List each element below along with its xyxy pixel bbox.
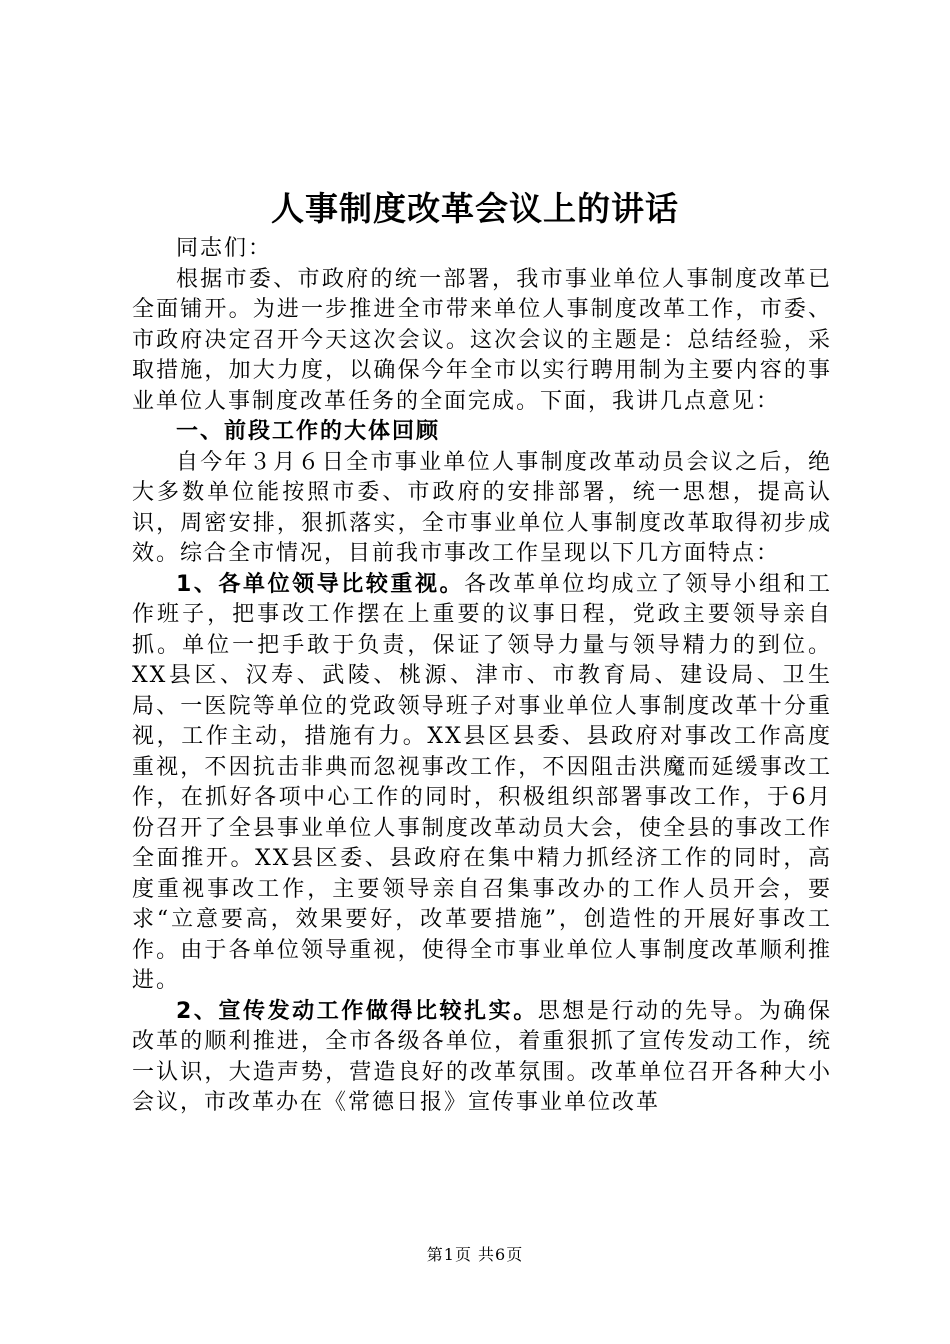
document-title: 人事制度改革会议上的讲话 [271, 189, 679, 228]
point-1-body: 各改革单位均成立了领导小组和工作班子，把事改工作摆在上重要的议事日程，党政主要领导亲自抓。单位一把手敢于负责，保证了领导力量与领导精力的到位。XX县区、汉寿、武陵、桃源、津市、市教育局、建设局、卫生局、一医院等单位的党政领导班子对事业单位人事制度改革十分重视，工作主动，措施有力。XX县区县委、县政府对事改工作高度重视，不因抗击非典而忽视事改工作，不因阻击洪魔而延缓事改工作，在抓好各项中心工作的同时，积极组织部署事改工作，于6月份召开了全县事业单位人事制度改革动员大会，使全县的事改工作全面推开。XX县区委、县政府在集中精力抓经济工作的同时，高度重视事改工作，主要领导亲自召集事改办的工作人员开会，要求“立意要高，效果要好，改革要措施”，创造性的开展好事改工作。由于各单位领导重视，使得全市事业单位人事制度改革顺利推进。 [132, 571, 832, 993]
point-1-lead: 1、各单位领导比较重视。 [176, 571, 465, 597]
document-body [132, 234, 832, 1119]
section-heading: 一、前段工作的大体回顾 [176, 419, 441, 444]
intro-paragraph: 根据市委、市政府的统一部署，我市事业单位人事制度改革已全面铺开。为进一步推进全市带来单位人事制度改革工作，市委、市政府决定召开今天这次会议。这次会议的主题是：总结经验，采取措施，加大力度，以确保今年全市以实行聘用制为主要内容的事业单位人事制度改革任务的全面完成。下面，我讲几点意见： [132, 266, 832, 414]
point-2-body: 思想是行动的先导。为确保改革的顺利推进，全市各级各单位，着重狠抓了宣传发动工作，统一认识，大造声势，营造良好的改革氛围。改革单位召开各种大小会议，市改革办在《常德日报》宣传事业单位改革 [132, 998, 832, 1115]
page-footer: 第1页 共6页 [426, 1245, 524, 1264]
point-1-paragraph [132, 570, 832, 997]
section-intro-paragraph: 自今年３月６日全市事业单位人事制度改革动员会议之后，绝大多数单位能按照市委、市政府的安排部署，统一思想，提高认识，周密安排，狠抓落实，全市事业单位人事制度改革取得初步成效。综合全市情况，目前我市事改工作呈现以下几方面特点： [132, 449, 832, 566]
salutation: 同志们： [176, 236, 273, 261]
point-2-paragraph [132, 997, 832, 1119]
point-2-lead: 2、宣传发动工作做得比较扎实。 [176, 998, 538, 1024]
